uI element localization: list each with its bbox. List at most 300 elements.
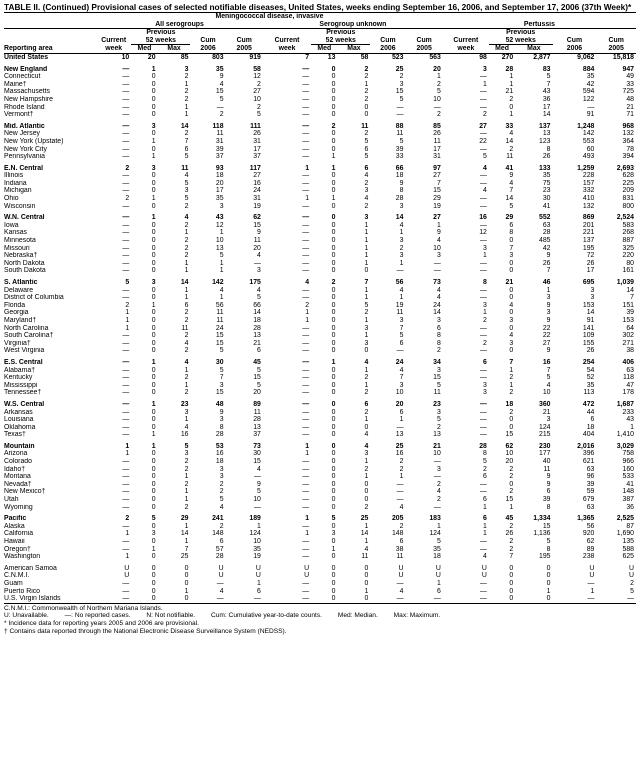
value-cell: 13: [327, 53, 336, 61]
table-row: [4, 325, 636, 333]
value-cell: 0: [331, 301, 336, 309]
value-cell: 0: [331, 267, 336, 275]
value-cell: 4: [184, 358, 189, 366]
value-cell: 18: [215, 458, 224, 466]
value-cell: 73: [253, 442, 261, 450]
value-cell: 758: [622, 450, 634, 458]
value-cell: —: [122, 252, 130, 260]
value-cell: 3: [483, 244, 487, 252]
value-cell: 11: [396, 130, 404, 138]
value-cell: 1: [364, 286, 369, 294]
value-cell: —: [480, 179, 487, 187]
value-cell: 533: [622, 473, 634, 481]
value-cell: 0: [151, 595, 156, 603]
value-cell: 5: [219, 496, 224, 504]
value-cell: 201: [582, 221, 595, 229]
value-cell: 0: [364, 564, 369, 572]
value-cell: 1: [151, 431, 156, 439]
value-cell: 18: [433, 553, 441, 561]
value-cell: 410: [582, 195, 595, 203]
value-cell: 2: [509, 389, 514, 397]
value-cell: 0: [151, 95, 156, 103]
value-cell: 4: [219, 286, 224, 294]
value-cell: 5: [257, 366, 261, 374]
table-row: [4, 473, 636, 481]
value-cell: —: [122, 179, 130, 187]
legend-item: Max: Maximum.: [393, 612, 441, 620]
value-cell: 485: [539, 237, 551, 245]
value-cell: 2: [509, 488, 514, 496]
value-cell: 28: [479, 442, 487, 450]
value-cell: 2: [509, 145, 514, 153]
value-cell: 302: [622, 332, 634, 340]
value-cell: 35: [253, 545, 261, 553]
col-header: 2006: [553, 45, 597, 54]
table-row: [4, 153, 636, 161]
value-cell: 5: [184, 442, 189, 450]
value-cell: 221: [582, 229, 595, 237]
value-cell: 62: [505, 442, 514, 450]
value-cell: 63: [586, 465, 595, 473]
value-cell: 947: [622, 65, 634, 73]
value-cell: 0: [151, 522, 156, 530]
super-header: Meningococcal disease, invasive: [96, 13, 443, 21]
value-cell: 27: [433, 172, 441, 180]
value-cell: 0: [151, 347, 156, 355]
value-cell: 7: [509, 244, 514, 252]
value-cell: 5: [151, 515, 156, 523]
legend-item: U: Unavailable.: [4, 612, 49, 620]
value-cell: 679: [582, 496, 595, 504]
value-cell: 1: [219, 259, 224, 267]
value-cell: 6: [590, 416, 595, 424]
value-cell: —: [302, 221, 310, 229]
value-cell: 271: [622, 339, 634, 347]
table-row: [4, 424, 636, 432]
value-cell: 3: [590, 294, 595, 302]
value-cell: 17: [542, 103, 551, 111]
value-cell: 2: [125, 301, 130, 309]
value-cell: 1: [184, 80, 189, 88]
table-row: [4, 546, 636, 554]
value-cell: 10: [253, 95, 261, 103]
value-cell: 17: [253, 145, 261, 153]
value-cell: 2: [184, 130, 189, 138]
value-cell: —: [480, 88, 487, 96]
value-cell: 46: [542, 279, 551, 286]
value-cell: 0: [331, 522, 336, 530]
footnotes: [4, 605, 636, 635]
value-cell: 31: [253, 137, 261, 145]
value-cell: 21: [253, 339, 261, 347]
value-cell: —: [302, 324, 310, 332]
value-cell: 27: [253, 172, 261, 180]
value-cell: 3: [399, 80, 404, 88]
value-cell: 0: [509, 572, 514, 580]
value-cell: 37: [215, 153, 224, 161]
reporting-area-cell: Florida: [4, 301, 26, 309]
value-cell: 30: [542, 195, 551, 203]
value-cell: 3: [483, 389, 487, 397]
value-cell: 2: [483, 111, 487, 119]
current-label: Current: [274, 37, 300, 45]
reporting-area-cell: Kansas: [4, 229, 27, 237]
value-cell: 0: [331, 187, 336, 195]
value-cell: 18: [253, 316, 261, 324]
value-cell: U: [435, 564, 441, 572]
value-cell: 38: [395, 545, 404, 553]
value-cell: 3: [399, 237, 404, 245]
value-cell: 0: [151, 80, 156, 88]
value-cell: 25: [395, 65, 404, 73]
table-row: [4, 180, 636, 188]
value-cell: 0: [331, 553, 336, 561]
value-cell: 2: [509, 545, 514, 553]
value-cell: 10: [253, 538, 261, 545]
value-cell: 1: [305, 530, 310, 538]
value-cell: —: [302, 473, 310, 481]
cum-label: Cum: [236, 37, 252, 45]
col-header: Med: [131, 45, 157, 54]
value-cell: 15: [215, 339, 224, 347]
value-cell: 43: [626, 416, 634, 424]
reporting-area-cell: Connecticut: [4, 73, 41, 81]
value-cell: —: [122, 65, 130, 73]
value-cell: 4: [436, 237, 441, 245]
value-cell: —: [253, 259, 261, 267]
table-row: [4, 504, 636, 512]
value-cell: 0: [331, 332, 336, 340]
col-header: Max: [337, 45, 370, 54]
value-cell: 2,693: [616, 164, 634, 172]
value-cell: 0: [331, 252, 336, 260]
value-cell: 4: [257, 286, 261, 294]
value-cell: —: [480, 145, 487, 153]
value-cell: 16: [253, 179, 261, 187]
value-cell: —: [302, 65, 310, 73]
value-cell: 36: [542, 95, 551, 103]
value-cell: 11: [216, 309, 224, 317]
value-cell: 254: [582, 358, 595, 366]
table-row: [4, 450, 636, 458]
value-cell: 0: [364, 103, 369, 111]
value-cell: —: [396, 579, 404, 587]
value-cell: —: [302, 95, 310, 103]
value-cell: 5: [364, 301, 369, 309]
weeks52-label: 52 weeks: [131, 37, 190, 45]
value-cell: 9: [546, 316, 551, 324]
value-cell: 97: [433, 164, 441, 172]
value-cell: 5: [219, 347, 224, 355]
reporting-area-cell: Nebraska†: [4, 252, 38, 260]
table-body: [4, 53, 636, 602]
value-cell: 8: [219, 423, 224, 431]
value-cell: —: [122, 95, 130, 103]
value-cell: 0: [331, 309, 336, 317]
value-cell: 15: [433, 187, 441, 195]
value-cell: 41: [542, 202, 551, 210]
value-cell: 3: [399, 202, 404, 210]
value-cell: 1: [331, 153, 336, 161]
value-cell: 25: [360, 515, 369, 523]
value-cell: —: [433, 595, 441, 603]
reporting-area-cell: Ohio: [4, 195, 19, 203]
value-cell: 1: [219, 229, 224, 237]
value-cell: —: [480, 267, 487, 275]
value-cell: 2: [364, 309, 369, 317]
value-cell: —: [433, 259, 441, 267]
value-cell: 0: [151, 465, 156, 473]
value-cell: 2: [184, 244, 189, 252]
value-cell: 5: [184, 195, 189, 203]
value-cell: 1: [184, 259, 189, 267]
value-cell: —: [122, 111, 130, 119]
value-cell: 1: [305, 316, 310, 324]
table-row: [4, 553, 636, 561]
value-cell: 16: [542, 358, 551, 366]
value-cell: 2: [219, 522, 224, 530]
value-cell: 26: [433, 130, 441, 138]
value-cell: 5: [630, 587, 634, 595]
value-cell: 15: [215, 389, 224, 397]
value-cell: 0: [151, 237, 156, 245]
value-cell: 2: [436, 80, 441, 88]
value-cell: 14: [542, 111, 551, 119]
value-cell: 0: [331, 229, 336, 237]
value-cell: 11: [253, 408, 261, 416]
value-cell: 26: [253, 130, 261, 138]
value-cell: 0: [151, 381, 156, 389]
value-cell: 56: [586, 522, 595, 530]
value-cell: 1: [151, 545, 156, 553]
value-cell: 3: [364, 214, 369, 222]
value-cell: 1: [184, 538, 189, 545]
table-row: [4, 565, 636, 573]
value-cell: 2: [331, 122, 336, 130]
value-cell: —: [122, 244, 130, 252]
value-cell: 0: [151, 332, 156, 340]
value-cell: 1: [546, 286, 551, 294]
value-cell: —: [396, 103, 404, 111]
value-cell: 85: [433, 122, 441, 130]
value-cell: 10: [121, 53, 130, 61]
value-cell: 11: [181, 324, 189, 332]
value-cell: 2: [399, 522, 404, 530]
value-cell: 1: [364, 252, 369, 260]
value-cell: U: [398, 572, 404, 580]
value-cell: 360: [539, 400, 551, 408]
value-cell: 0: [331, 579, 336, 587]
value-cell: 45: [505, 515, 514, 523]
value-cell: 7: [184, 545, 189, 553]
value-cell: 4: [364, 172, 369, 180]
value-cell: 35: [586, 381, 595, 389]
value-cell: 0: [151, 572, 156, 580]
value-cell: 2: [184, 458, 189, 466]
value-cell: 23: [433, 400, 441, 408]
value-cell: 19: [395, 301, 404, 309]
value-cell: 29: [433, 195, 441, 203]
reporting-area-cell: Mid. Atlantic: [4, 122, 45, 130]
value-cell: 3: [590, 286, 595, 294]
value-cell: 0: [331, 286, 336, 294]
value-cell: 2: [509, 374, 514, 382]
value-cell: 6: [257, 347, 261, 355]
reporting-area-cell: Colorado: [4, 458, 32, 466]
value-cell: 0: [151, 408, 156, 416]
value-cell: 364: [622, 137, 634, 145]
value-cell: 1: [151, 195, 156, 203]
value-cell: 63: [586, 503, 595, 511]
value-cell: —: [396, 480, 404, 488]
value-cell: 6: [483, 515, 487, 523]
table-row: [4, 572, 636, 580]
value-cell: 0: [151, 267, 156, 275]
table-row: [4, 374, 636, 382]
value-cell: 0: [151, 473, 156, 481]
col-header: 2005: [226, 45, 263, 54]
value-cell: 7: [364, 279, 369, 286]
value-cell: 2: [364, 465, 369, 473]
value-cell: —: [302, 538, 310, 545]
weeks52-label: 52 weeks: [489, 37, 553, 45]
value-cell: 0: [151, 316, 156, 324]
value-cell: 2: [125, 515, 130, 523]
value-cell: —: [480, 73, 487, 81]
value-cell: 2: [184, 252, 189, 260]
value-cell: —: [302, 458, 310, 466]
reporting-area-cell: Kentucky: [4, 374, 33, 382]
value-cell: 2: [184, 95, 189, 103]
value-cell: 0: [184, 564, 189, 572]
value-cell: 7: [546, 366, 551, 374]
value-cell: 22: [542, 324, 551, 332]
value-cell: 1: [590, 587, 595, 595]
value-cell: 332: [582, 187, 595, 195]
value-cell: —: [302, 294, 310, 302]
value-cell: 4: [483, 164, 487, 172]
value-cell: 3: [331, 530, 336, 538]
value-cell: 8: [436, 332, 441, 340]
value-cell: 0: [151, 480, 156, 488]
reporting-area-cell: District of Columbia: [4, 294, 64, 302]
value-cell: U: [629, 564, 634, 572]
value-cell: 233: [622, 408, 634, 416]
value-cell: 26: [542, 259, 551, 267]
value-cell: U: [589, 564, 595, 572]
table-row: [4, 123, 636, 131]
reporting-area-cell: Guam: [4, 579, 23, 587]
value-cell: 1: [151, 153, 156, 161]
value-cell: 1: [436, 522, 441, 530]
value-cell: 1: [151, 358, 156, 366]
value-cell: —: [122, 145, 130, 153]
table-row: [4, 287, 636, 295]
previous-label: Previous: [326, 29, 356, 37]
value-cell: —: [302, 130, 310, 138]
value-cell: 30: [253, 450, 261, 458]
value-cell: 1,039: [616, 279, 634, 286]
value-cell: —: [480, 545, 487, 553]
value-cell: 28: [505, 65, 514, 73]
value-cell: 0: [331, 538, 336, 545]
value-cell: 2: [509, 538, 514, 545]
reporting-area-cell: Illinois: [4, 172, 24, 180]
value-cell: 1: [364, 332, 369, 340]
table-row: [4, 66, 636, 74]
value-cell: 4: [364, 358, 369, 366]
value-cell: —: [480, 408, 487, 416]
table-row: [4, 214, 636, 222]
reporting-area-cell: South Dakota: [4, 267, 46, 275]
reporting-area-cell: Missouri: [4, 244, 30, 252]
value-cell: 11: [253, 237, 261, 245]
value-cell: 3: [184, 65, 189, 73]
value-cell: 4: [509, 332, 514, 340]
reporting-area-cell: Indiana: [4, 179, 27, 187]
value-cell: 0: [331, 103, 336, 111]
reporting-area-cell: New York City: [4, 145, 47, 153]
reporting-area-cell: Wyoming: [4, 503, 33, 511]
value-cell: —: [302, 252, 310, 260]
value-cell: 2: [219, 111, 224, 119]
value-cell: 621: [582, 458, 595, 466]
table-row: [4, 138, 636, 146]
value-cell: —: [122, 389, 130, 397]
value-cell: —: [480, 366, 487, 374]
value-cell: 14: [626, 286, 634, 294]
value-cell: 6: [364, 400, 369, 408]
value-cell: 12: [215, 221, 224, 229]
value-cell: 0: [151, 579, 156, 587]
value-cell: —: [122, 347, 130, 355]
value-cell: —: [480, 488, 487, 496]
table-row: [4, 237, 636, 245]
value-cell: 2: [364, 374, 369, 382]
value-cell: 2: [436, 111, 441, 119]
value-cell: 4: [184, 214, 189, 222]
value-cell: 4: [219, 587, 224, 595]
table-row: [4, 73, 636, 81]
value-cell: 628: [622, 172, 634, 180]
value-cell: 1: [399, 473, 404, 481]
value-cell: 3: [436, 408, 441, 416]
value-cell: 1: [184, 286, 189, 294]
value-cell: 1: [219, 267, 224, 275]
value-cell: —: [396, 488, 404, 496]
value-cell: —: [302, 214, 310, 222]
value-cell: —: [302, 545, 310, 553]
value-cell: 4: [399, 286, 404, 294]
value-cell: 14: [433, 309, 441, 317]
value-cell: U: [124, 564, 130, 572]
value-cell: 13: [433, 431, 441, 439]
value-cell: —: [302, 259, 310, 267]
value-cell: 124: [429, 530, 441, 538]
reporting-area-cell: Vermont†: [4, 111, 34, 119]
value-cell: 394: [622, 153, 634, 161]
table-row: [4, 466, 636, 474]
value-cell: 1: [483, 530, 487, 538]
value-cell: —: [302, 267, 310, 275]
table-row: [4, 309, 636, 317]
value-cell: 123: [539, 137, 551, 145]
value-cell: 0: [331, 130, 336, 138]
value-cell: 3: [219, 473, 224, 481]
reporting-area-cell: Minnesota: [4, 237, 36, 245]
value-cell: 35: [586, 73, 595, 81]
value-cell: 39: [542, 496, 551, 504]
